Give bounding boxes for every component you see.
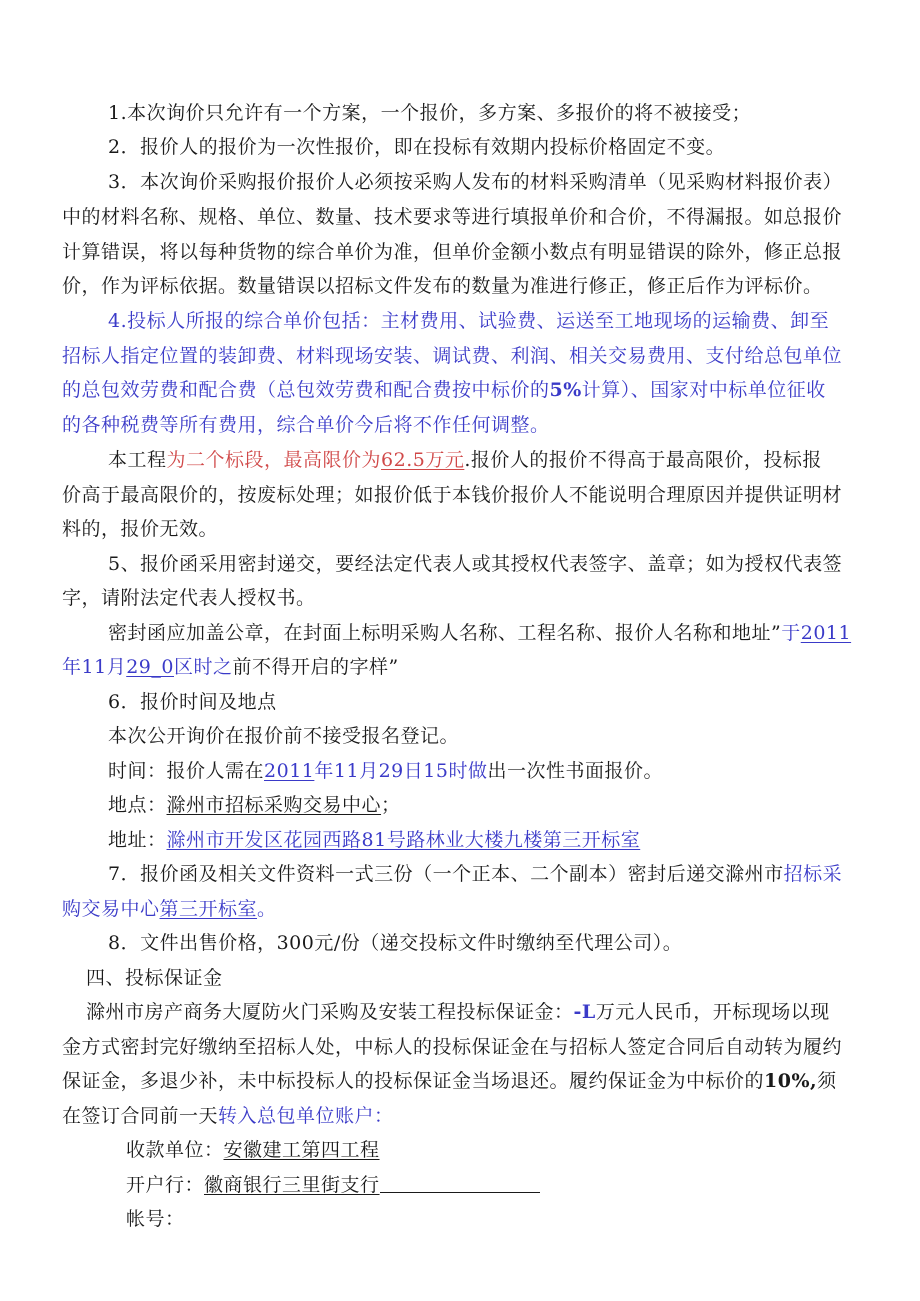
rule-4-line-3: 的总包效劳费和配合费（总包效劳费和配合费按中标价的5%计算）、国家对中标单位征收	[62, 379, 826, 401]
rule-1: 1.本次询价只允许有一个方案，一个报价，多方案、多报价的将不被接受；	[108, 102, 752, 124]
bid-time: 时间：报价人需在2011年11月29日15时做出一次性书面报价。	[108, 760, 664, 782]
price-limit-line-3: 料的，报价无效。	[62, 518, 219, 540]
rule-4-line-4: 的各种税费等所有费用，综合单价今后将不作任何调整。	[62, 414, 550, 436]
rule-7-line-1: 7．报价函及相关文件资料一式三份（一个正本、二个副本）密封后递交滁州市招标采	[108, 863, 843, 885]
rule-3-line-3: 计算错误，将以每种货物的综合单价为准，但单价金额小数点有明显错误的除外，修正总报	[62, 241, 843, 263]
rule-5-line-1: 5、报价函采用密封递交，要经法定代表人或其授权代表签字、盖章；如为授权代表签	[108, 553, 843, 575]
rule-2: 2．报价人的报价为一次性报价，即在投标有效期内投标价格固定不变。	[108, 136, 726, 158]
rule-3-line-2: 中的材料名称、规格、单位、数量、技术要求等进行填报单价和合价，不得漏报。如总报价	[62, 206, 843, 228]
deposit-line-3: 保证金，多退少补，未中标投标人的投标保证金当场退还。履约保证金为中标价的10%,须	[62, 1070, 837, 1092]
rule-3-line-1: 3．本次询价采购报价报价人必须按采购人发布的材料采购清单（见采购材料报价表）	[108, 171, 843, 193]
rule-3-line-4: 价，作为评标依据。数量错误以招标文件发布的数量为准进行修正，修正后作为评标价。	[62, 275, 823, 297]
payee-unit: 收款单位：安徽建工第四工程	[126, 1139, 380, 1161]
bank-name-blank	[380, 1170, 540, 1193]
bid-place: 地点：滁州市招标采购交易中心；	[108, 794, 401, 816]
price-limit-line-1: 本工程为二个标段，最高限价为62.5万元.报价人的报价不得高于最高限价，投标报	[108, 449, 822, 471]
section-4-heading: 四、投标保证金	[86, 967, 223, 989]
rule-8: 8．文件出售价格，300元/份（递交投标文件时缴纳至代理公司）。	[108, 932, 683, 954]
deposit-line-2: 金方式密封完好缴纳至招标人处，中标人的投标保证金在与招标人签定合同后自动转为履约	[62, 1036, 843, 1058]
deposit-line-4: 在签订合同前一天转入总包单位账户：	[62, 1105, 394, 1127]
bank-name: 开户行：徽商银行三里街支行	[126, 1168, 540, 1202]
section-6-heading: 6．报价时间及地点	[108, 691, 277, 713]
account-number: 帐号：	[126, 1208, 185, 1230]
seal-note-line-1: 密封函应加盖公章，在封面上标明采购人名称、工程名称、报价人名称和地址”于2011	[108, 622, 852, 644]
rule-4-line-2: 招标人指定位置的装卸费、材料现场安装、调试费、利润、相关交易费用、支付给总包单位	[62, 345, 843, 367]
seal-note-line-2: 年11月29_0区时之前不得开启的字样”	[62, 656, 399, 678]
rule-4-line-1: 4.投标人所报的综合单价包括：主材费用、试验费、运送至工地现场的运输费、卸至	[108, 310, 830, 332]
bid-address: 地址：滁州市开发区花园西路81号路林业大楼九楼第三开标室	[108, 829, 641, 851]
price-limit-line-2: 价高于最高限价的，按废标处理；如报价低于本钱价报价人不能说明合理原因并提供证明材	[62, 484, 843, 506]
deposit-line-1: 滁州市房产商务大厦防火门采购及安装工程投标保证金：-L万元人民币，开标现场以现	[86, 1001, 830, 1023]
registration-note: 本次公开询价在报价前不接受报名登记。	[108, 725, 460, 747]
rule-5-line-2: 字，请附法定代表人授权书。	[62, 587, 316, 609]
rule-7-line-2: 购交易中心第三开标室。	[62, 898, 277, 920]
